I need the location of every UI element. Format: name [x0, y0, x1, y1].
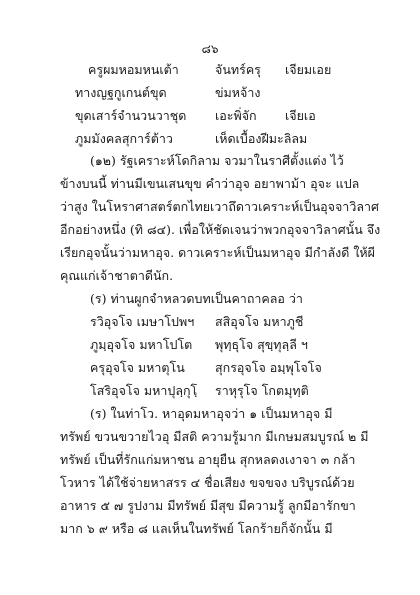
verse-cell: ราหุรุโจ โกตมุทฺติ: [215, 383, 309, 398]
intro-cell: เจียมเอย: [285, 62, 332, 77]
page-number: ๘๖: [201, 42, 219, 56]
text-line: เรียกอุจนั้นว่ามหาอุจ. ดาวเคราะห์เป็นมหาอุจ มีกำลังดี ให้ผี: [60, 245, 375, 260]
text-line: มาก ๖ ๙ หรือ ๘ แลเห็นในทรัพย์ โลกร้ายก็จักนั้น มี: [60, 521, 333, 536]
text-line: ทรัพย์ เป็นที่รักแก่มหาชน อายุยืน สุกหลดงเงาจา ๓ กล้า: [60, 452, 356, 467]
intro-cell: เจียเอ: [285, 108, 316, 123]
intro-cell: ภูมมังคลสุการ์ต้าว: [75, 131, 173, 146]
intro-cell: ข่มหจ้าง: [215, 85, 261, 100]
text-line: ว่าสูง ในโหราศาสตร์ตกไทยเวาถึดาวเคราะห์เป็นอุจจาวิลาศ: [60, 199, 379, 214]
text-line: (ร) ในท่าโว. หาอุดมหาอุจว่า ๑ เป็นมหาอุจ มี: [90, 406, 333, 421]
text-line: อีกอย่างหนึ่ง (ทิ ๘๔). เพื่อให้ชัดเจนว่าพวกอุจจาวิลาศนั้น จึง: [60, 222, 381, 237]
verse-cell: โสริอุจโจ มหาปุลฺกุโฺ: [90, 383, 198, 398]
verse-cell: ครุอุจโจ มหาตุโน: [90, 360, 185, 375]
intro-cell: เอะพิ่จัก: [215, 108, 257, 123]
text-line: ทรัพย์ ขวนขวายไวอุ มีสติ ความรู้มาก มีเกษมสมบูรณ์ ๒ มี: [60, 429, 369, 444]
intro-cell: เห็ดเบื้องฝีมะลิลม: [215, 131, 308, 146]
text-line: ข้างบนนี้ ท่านมีเขนเสนขุข คำว่าอุจ อยาพาม้า อุจะ แปล: [60, 176, 360, 191]
text-line: โวหาร ได้ใช้จ่ายหาสรร ๔ ชื่อเสียง ขจขจง บริบูรณ์ด้วย: [60, 475, 355, 490]
text-line: (๑๒) รัฐเคราะห์โดกิลาม จวมาในราศีตั้งแต่ง ไว้: [90, 153, 344, 168]
text-line: (ร) ท่านผูกจำหลวดบทเป็นคาถาคลอ ว่า: [90, 291, 303, 306]
verse-cell: รวิอุจโจ เมษาโปพฯ: [90, 314, 195, 329]
intro-cell: ขุดเสาร์จำนวนวาชุด: [75, 108, 187, 123]
text-line: คุณแก่เจ้าชาตาดีนัก.: [60, 268, 174, 283]
verse-cell: สุกรอุจโจ อมฺพุโจโจ: [215, 360, 322, 375]
verse-cell: พุทฺธุโจ สุขฺทุลฺลี ฯ: [215, 337, 308, 352]
intro-cell: ทางญฐกูเกนต์ขุด: [75, 85, 167, 100]
intro-cell: จันทร์ครุ: [215, 62, 261, 77]
intro-cell: ครูผมหอมหนเต้า: [88, 62, 179, 77]
verse-cell: ภูมฺอุจโจ มหาโปโต: [90, 337, 193, 352]
text-line: อาหาร ๕ ๗ รูปงาม มีทรัพย์ มีสุข มีความรู้ ลูกมีอารักขา: [60, 498, 356, 513]
verse-cell: สสิอุจโจ มหาภูชี: [215, 314, 304, 329]
